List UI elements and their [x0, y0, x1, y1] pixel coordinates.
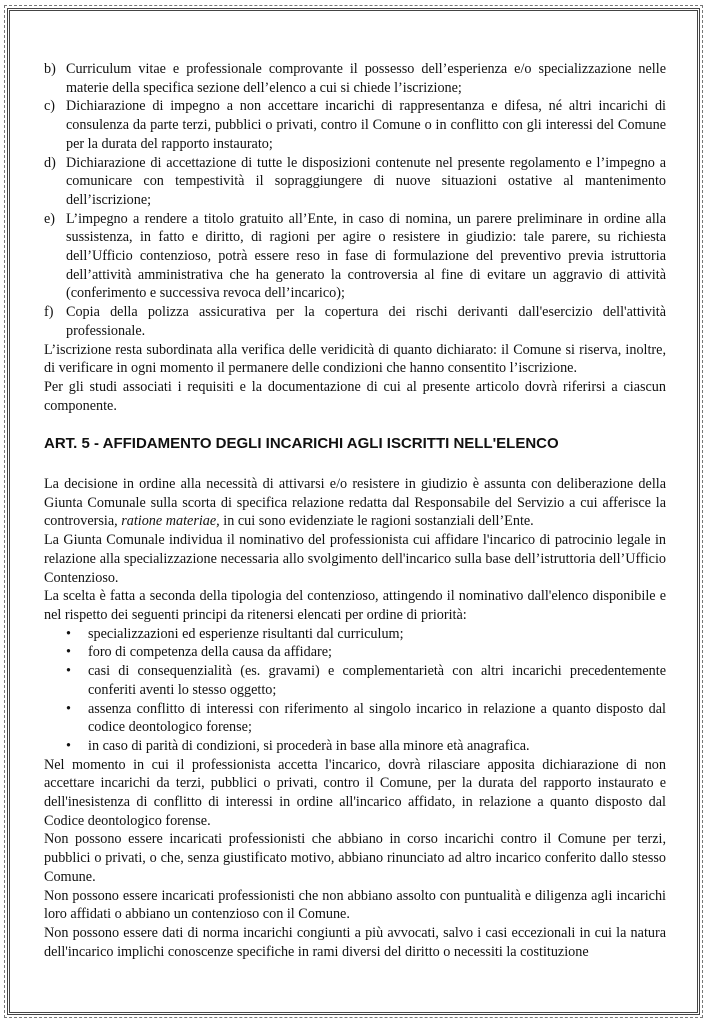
bullet-text: foro di competenza della causa da affidare; — [88, 644, 332, 661]
bullet-item — [44, 700, 666, 737]
list-item-label: f) — [44, 304, 54, 321]
article-heading: ART. 5 - AFFIDAMENTO DEGLI INCARICHI AGLI ISCRITTI NELL'ELENCO — [44, 435, 559, 453]
paragraph-decisione — [44, 475, 666, 531]
paragraph-momento: Nel momento in cui il professionista accetta l'incarico, dovrà rilasciare apposita dichiarazione di non accettare incarichi da terzi, pubblici o privati, contro il Comune, per la durata del rapporto instaurato e dell'inesistenza di conflitto di interessi in ordine all'incarico affidato, in relazione a quanto disposto dal Codice deontologico forense. — [44, 756, 666, 829]
list-item-text: L’impegno a rendere a titolo gratuito all’Ente, in caso di nomina, un parere preliminare in ordine alla sussistenza, in fatto e diritto, di ragioni per agire o resistere in giudizio: tale parere, su richiesta dell’Ufficio contenzioso, potrà essere reso in fase di formulazione del preventivo previa istruttoria dell’attività amministrativa che ha generato la controversia al fine di evitare un aggravio di attività (conferimento e successiva revoca dell’incarico); — [66, 210, 666, 302]
paragraph-non-possono-1: Non possono essere incaricati professionisti che abbiano in corso incarichi contro il Comune per terzi, pubblici o privati, o che, senza giustificato motivo, abbiano rinunciato ad altro incarico conferito dallo stesso Comune. — [44, 831, 666, 885]
paragraph-non-possono-3: Non possono essere dati di norma incarichi congiunti a più avvocati, salvo i casi eccezionali in cui la natura dell'incarico implichi conoscenze specifiche in rami diversi del diritto o necessiti la costituzione — [44, 924, 666, 960]
bullet-item — [44, 737, 666, 756]
list-item-text: Dichiarazione di accettazione di tutte le disposizioni contenute nel presente regolamento e l’impegno a comunicare con tempestività il sopraggiungere di nuove situazioni ostative al mantenimento dell’iscrizione; — [66, 154, 666, 208]
paragraph-decisione-start: La decisione in ordine alla necessità di attivarsi e/o resistere in giudizio è assunta con deliberazione della Giunta Comunale sulla scorta di specifica relazione redatta dal Responsabile del Servizio a cui afferisce la controversia, — [44, 476, 666, 530]
bullet-text: specializzazioni ed esperienze risultanti dal curriculum; — [88, 625, 404, 642]
list-item-label: d) — [44, 154, 56, 171]
bullet-text: casi di consequenzialità (es. gravami) e complementarietà con altri incarichi precedentemente conferiti aventi lo stesso oggetto; — [88, 663, 666, 698]
paragraph-decisione-italic: ratione materiae, — [121, 513, 220, 530]
document-body — [44, 60, 666, 961]
list-item — [44, 303, 666, 340]
paragraph-iscrizione: L’iscrizione resta subordinata alla verifica delle veridicità di quanto dichiarato: il Comune si riserva, inoltre, di verificare in ogni momento il permanere delle condizioni che hanno consentito l’iscrizione. — [44, 341, 666, 377]
bullet-icon: • — [66, 737, 71, 754]
list-item-text: Curriculum vitae e professionale comprovante il possesso dell’esperienza e/o specializzazione nelle materie della specifica sezione dell’elenco a cui si chiede l’iscrizione; — [66, 61, 666, 96]
list-item — [44, 210, 666, 304]
bullet-item — [44, 662, 666, 699]
paragraph-studi-associati: Per gli studi associati i requisiti e la documentazione di cui al presente articolo dovrà riferirsi a ciascun componente. — [44, 378, 666, 414]
bullet-item — [44, 625, 666, 644]
list-item-label: b) — [44, 61, 56, 77]
paragraph-decisione-end: in cui sono evidenziate le ragioni sostanziali dell’Ente. — [219, 513, 534, 530]
bullet-icon: • — [66, 644, 71, 661]
list-item — [44, 154, 666, 210]
list-item — [44, 60, 666, 97]
list-item-label: e) — [44, 210, 56, 227]
paragraph-scelta: La scelta è fatta a seconda della tipologia del contenzioso, attingendo il nominativo dall'elenco disponibile e nel rispetto dei seguenti principi da ritenersi elencati per ordine di priorità: — [44, 588, 666, 623]
bullet-text: in caso di parità di condizioni, si procederà in base alla minore età anagrafica. — [88, 737, 530, 754]
bullet-text: assenza conflitto di interessi con riferimento al singolo incarico in relazione a quanto disposto dal codice deontologico forense; — [88, 700, 666, 736]
list-item — [44, 97, 666, 153]
list-item-label: c) — [44, 98, 56, 115]
paragraph-non-possono-2: Non possono essere incaricati professionisti che non abbiano assolto con puntualità e diligenza agli incarichi loro affidati o abbiano un contenzioso con il Comune. — [44, 887, 666, 923]
bullet-item — [44, 643, 666, 662]
bullet-icon: • — [66, 700, 71, 717]
bullet-icon: • — [66, 625, 71, 642]
paragraph-giunta: La Giunta Comunale individua il nominativo del professionista cui affidare l'incarico di patrocinio legale in relazione alla specializzazione necessaria allo svolgimento dell'incarico sulla base dell’istruttoria dell’Ufficio Contenzioso. — [44, 532, 666, 586]
list-item-text: Dichiarazione di impegno a non accettare incarichi di rappresentanza e difesa, né altri incarichi di consulenza da parte terzi, pubblici o privati, contro il Comune o in conflitto con gli interessi del Comune per la durata del rapporto instaurato; — [66, 98, 666, 152]
bullet-icon: • — [66, 663, 71, 680]
list-item-text: Copia della polizza assicurativa per la copertura dei rischi derivanti dall'esercizio dell'attività professionale. — [66, 304, 666, 339]
